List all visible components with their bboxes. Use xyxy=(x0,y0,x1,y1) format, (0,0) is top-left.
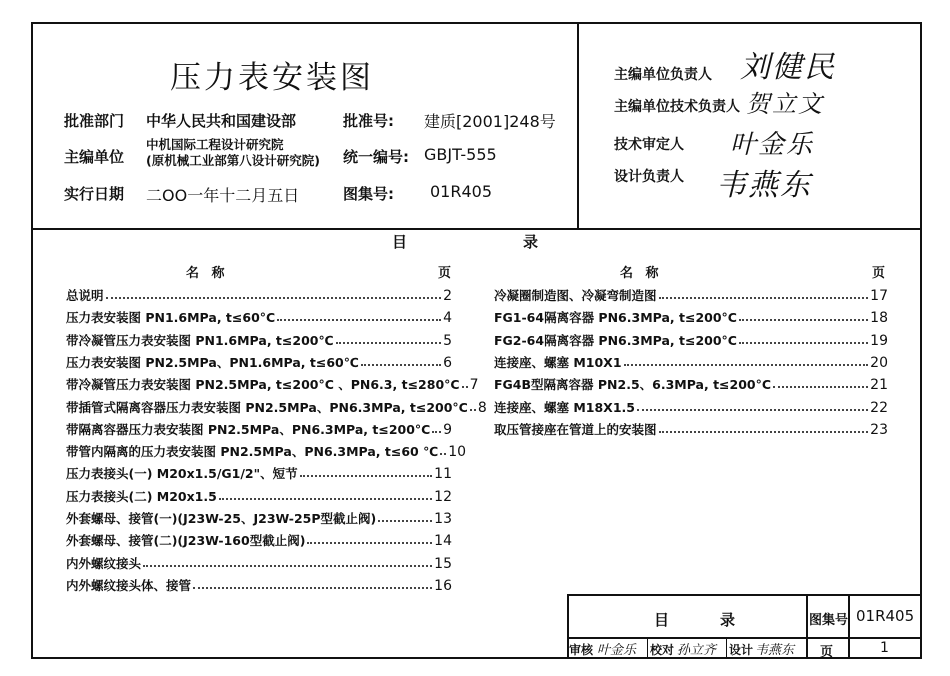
toc-entry-page: 17 xyxy=(870,288,888,304)
approval-no: 建质[2001]248号 xyxy=(424,112,556,131)
designer-label: 设计负责人 xyxy=(614,169,684,185)
toc-entry[interactable] xyxy=(494,418,888,438)
signature-divider xyxy=(577,22,579,229)
toc-entry-title: 带管内隔离的压力表安装图 PN2.5MPa、PN6.3MPa, t≤60 ℃ xyxy=(66,444,439,460)
right-col-page-header: 页 xyxy=(872,266,890,281)
toc-entry-page: 21 xyxy=(870,377,888,394)
effective-date: 二OO一年十二月五日 xyxy=(146,186,300,205)
unified-no-label: 统一编号: xyxy=(343,148,409,166)
toc-entry-title: FG1-64隔离容器 PN6.3MPa, t≤200°C xyxy=(494,310,737,326)
editor-unit-label: 主编单位 xyxy=(64,148,125,166)
toc-entry-page: 23 xyxy=(870,421,888,438)
toc-entry-page: 13 xyxy=(434,511,452,527)
left-col-name-header: 名 称 xyxy=(186,266,229,281)
toc-entry-page: 12 xyxy=(434,488,452,505)
toc-entry-title: 带冷凝管压力表安装图 PN1.6MPa, t≤200℃ xyxy=(66,332,334,348)
toc-entry[interactable] xyxy=(494,396,888,416)
toc-entry[interactable] xyxy=(494,284,888,304)
toc-entry-page: 8 xyxy=(477,399,487,416)
toc-entry[interactable] xyxy=(66,373,479,394)
toc-leader-dots xyxy=(143,565,432,567)
toc-leader-dots xyxy=(470,409,476,411)
atlas-no: 01R405 xyxy=(430,182,493,201)
review-signature: 叶金乐 xyxy=(597,643,637,658)
tech-chief-signature: 贺立文 xyxy=(746,90,824,118)
page-label: 页 xyxy=(820,645,834,660)
effective-date-label: 实行日期 xyxy=(64,185,125,203)
title-block-atlas-no: 01R405 xyxy=(856,607,915,625)
toc-leader-dots xyxy=(106,297,442,299)
toc-entry-title: 冷凝圈制造图、冷凝弯制造图 xyxy=(494,288,657,303)
title-block-col-divider-2 xyxy=(848,594,850,659)
page-number: 1 xyxy=(880,640,889,656)
toc-entry-title: 内外螺纹接头体、接管 xyxy=(66,577,192,593)
toc-entry-page: 14 xyxy=(434,533,452,550)
toc-entry-page: 5 xyxy=(443,332,452,349)
toc-entry-title: 内外螺纹接头 xyxy=(66,555,142,571)
title-block-sig-divider-2 xyxy=(726,637,727,659)
toc-entry-title: 连接座、螺塞 M18X1.5 xyxy=(494,399,635,415)
toc-entry-page: 2 xyxy=(443,288,452,304)
toc-entry-title: 带隔离容器压力表安装图 PN2.5MPa、PN6.3MPa, t≤200°C xyxy=(66,421,431,437)
toc-entry-page: 22 xyxy=(870,399,888,416)
toc-entry[interactable] xyxy=(66,485,452,505)
toc-leader-dots xyxy=(361,364,441,366)
toc-leader-dots xyxy=(624,364,869,366)
toc-leader-dots xyxy=(277,319,441,321)
toc-entry[interactable] xyxy=(494,373,888,393)
reviewer-signature: 叶金乐 xyxy=(730,130,815,160)
toc-entry-title: 压力表安装图 PN1.6MPa, t≤60°C xyxy=(66,310,276,326)
tech-chief-label: 主编单位技术负责人 xyxy=(614,99,740,115)
editor-unit-line1: 中机国际工程设计研究院 xyxy=(146,137,284,152)
toc-entry[interactable] xyxy=(66,574,452,594)
toc-leader-dots xyxy=(432,431,441,433)
toc-entry[interactable] xyxy=(66,329,452,349)
toc-entry[interactable] xyxy=(494,329,888,349)
atlas-no-label: 图集号: xyxy=(343,185,394,203)
toc-entry-title: 外套螺母、接管(二)(J23W-160型截止阀) xyxy=(66,533,306,549)
left-col-page-header: 页 xyxy=(438,266,456,281)
toc-leader-dots xyxy=(440,453,446,455)
toc-entry[interactable] xyxy=(66,462,452,482)
toc-entry-title: 带插管式隔离容器压力表安装图 PN2.5MPa、PN6.3MPa, t≤200°C xyxy=(66,399,468,415)
toc-entry-page: 9 xyxy=(443,421,452,438)
toc-entry-title: 取压管接座在管道上的安装图 xyxy=(494,421,657,437)
toc-heading-1: 目 xyxy=(392,233,408,251)
toc-entry-title: 带冷凝管压力表安装图 PN2.5MPa, t≤200°C 、PN6.3, t≤280°C xyxy=(66,377,460,393)
toc-heading-2: 录 xyxy=(523,233,539,251)
toc-entry-title: 连接座、螺塞 M10X1 xyxy=(494,354,622,370)
toc-entry-page: 20 xyxy=(870,354,888,371)
toc-entry-page: 15 xyxy=(434,555,452,572)
toc-leader-dots xyxy=(307,542,432,544)
page-title: 压力表安装图 xyxy=(170,60,374,96)
approve-dept: 中华人民共和国建设部 xyxy=(146,112,297,130)
approval-no-label: 批准号: xyxy=(343,112,394,130)
toc-entry-title: 压力表接头(一) M20x1.5/G1/2"、短节 xyxy=(66,466,298,482)
toc-entry-title: FG4B型隔离容器 PN2.5、6.3MPa, t≤200°C xyxy=(494,377,772,393)
title-block-sig-divider-1 xyxy=(647,637,648,659)
toc-entry[interactable] xyxy=(494,351,888,371)
toc-entry-page: 7 xyxy=(469,377,479,394)
toc-entry[interactable] xyxy=(66,507,452,527)
toc-leader-dots xyxy=(773,386,868,388)
toc-leader-dots xyxy=(659,431,869,433)
toc-entry-page: 4 xyxy=(443,310,452,327)
right-col-name-header: 名 称 xyxy=(620,266,663,281)
title-block-name-1: 目 xyxy=(654,611,670,629)
reviewer-label: 技术审定人 xyxy=(614,137,684,153)
title-block-name-2: 录 xyxy=(720,611,736,629)
toc-entry[interactable] xyxy=(66,552,452,572)
toc-entry-title: FG2-64隔离容器 PN6.3MPa, t≤200°C xyxy=(494,332,737,348)
toc-entry[interactable] xyxy=(66,440,467,461)
header-divider xyxy=(31,228,922,230)
toc-leader-dots xyxy=(739,342,868,344)
toc-entry[interactable] xyxy=(66,306,452,326)
unified-no: GBJT-555 xyxy=(424,145,497,164)
toc-entry-title: 外套螺母、接管(一)(J23W-25、J23W-25P型截止阀) xyxy=(66,511,377,526)
toc-entry-title: 总说明 xyxy=(66,288,104,303)
toc-entry-page: 6 xyxy=(443,354,452,371)
approve-dept-label: 批准部门 xyxy=(64,112,125,130)
title-block-atlas-label: 图集号 xyxy=(809,613,849,628)
toc-entry[interactable] xyxy=(66,529,452,549)
toc-leader-dots xyxy=(462,386,468,388)
toc-leader-dots xyxy=(336,342,441,344)
toc-leader-dots xyxy=(219,498,432,500)
toc-leader-dots xyxy=(378,520,432,522)
toc-leader-dots xyxy=(739,319,868,321)
title-block-col-divider-1 xyxy=(806,594,808,659)
toc-leader-dots xyxy=(300,475,433,477)
toc-entry-page: 10 xyxy=(448,444,467,461)
toc-leader-dots xyxy=(637,409,868,411)
chief-label: 主编单位负责人 xyxy=(614,67,712,83)
toc-entry[interactable] xyxy=(66,396,487,416)
check-label: 校对 xyxy=(650,643,675,657)
toc-entry[interactable] xyxy=(494,306,888,326)
toc-entry[interactable] xyxy=(66,418,452,438)
chief-signature: 刘健民 xyxy=(740,50,836,85)
toc-leader-dots xyxy=(659,297,869,299)
design-label: 设计 xyxy=(729,643,754,657)
toc-entry-page: 18 xyxy=(870,310,888,327)
toc-entry[interactable] xyxy=(66,351,452,371)
designer-signature: 韦燕东 xyxy=(716,168,812,203)
toc-leader-dots xyxy=(193,587,432,589)
toc-entry-title: 压力表安装图 PN2.5MPa、PN1.6MPa, t≤60℃ xyxy=(66,354,359,370)
editor-unit-line2: (原机械工业部第八设计研究院) xyxy=(146,153,320,168)
check-signature: 孙立齐 xyxy=(677,643,717,658)
toc-entry[interactable] xyxy=(66,284,452,304)
design-signature: 韦燕东 xyxy=(755,643,795,658)
toc-entry-page: 19 xyxy=(870,332,888,349)
review-label: 审核 xyxy=(569,643,594,657)
toc-entry-title: 压力表接头(二) M20x1.5 xyxy=(66,488,217,504)
toc-entry-page: 16 xyxy=(434,577,452,594)
toc-entry-page: 11 xyxy=(434,466,452,483)
